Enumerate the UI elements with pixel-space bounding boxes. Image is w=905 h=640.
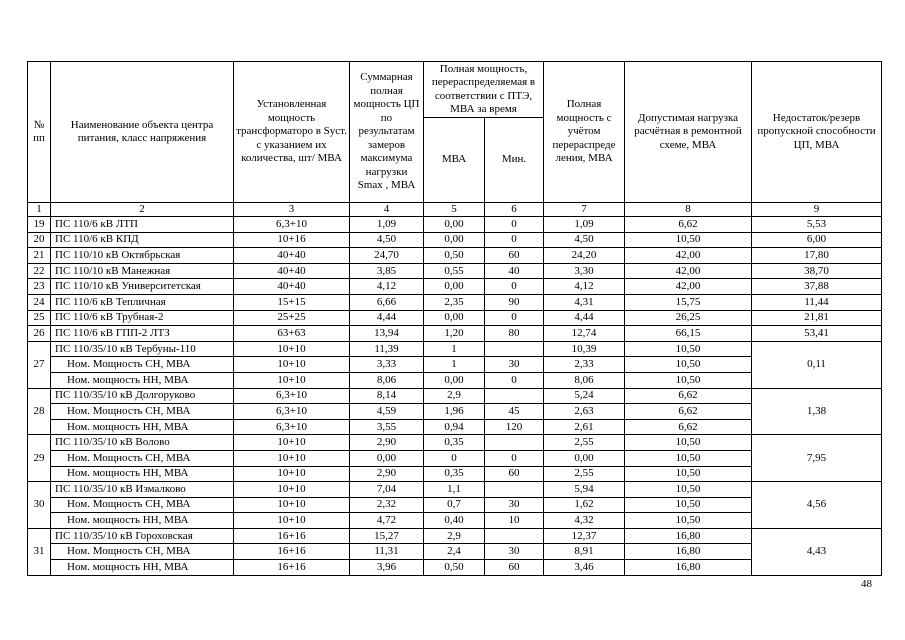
installed-power: 63+63	[234, 326, 350, 342]
redistributed-mva: 0,00	[424, 279, 485, 295]
sum-power: 3,33	[350, 357, 424, 373]
allowed-load: 16,80	[625, 560, 752, 576]
sum-power: 8,14	[350, 388, 424, 404]
redistributed-mva: 0,00	[424, 372, 485, 388]
allowed-load: 6,62	[625, 419, 752, 435]
allowed-load: 42,00	[625, 248, 752, 264]
deficit-reserve: 38,70	[752, 263, 882, 279]
header-min: Мин.	[485, 118, 544, 203]
full-power: 4,50	[544, 232, 625, 248]
installed-power: 16+16	[234, 544, 350, 560]
allowed-load: 6,62	[625, 217, 752, 233]
allowed-load: 10,50	[625, 232, 752, 248]
installed-power: 10+10	[234, 466, 350, 482]
redistributed-min: 45	[485, 404, 544, 420]
allowed-load: 16,80	[625, 528, 752, 544]
deficit-reserve: 11,44	[752, 294, 882, 310]
redistributed-mva: 0,50	[424, 560, 485, 576]
page-number: 48	[861, 578, 872, 590]
deficit-reserve: 0,11	[752, 341, 882, 388]
object-name: ПС 110/10 кВ Октябрьская	[51, 248, 234, 264]
object-name: Ном. Мощность СН, МВА	[51, 404, 234, 420]
redistributed-mva: 0,7	[424, 497, 485, 513]
header-installed: Установленная мощность трансформаторо в Sуст. с указанием их количества, шт/ МВА	[234, 62, 350, 203]
redistributed-min: 0	[485, 232, 544, 248]
header-redistributed: Полная мощность, перераспределяемая в соответствии с ПТЭ, МВА за время	[424, 62, 544, 118]
object-name: Ном. мощность НН, МВА	[51, 372, 234, 388]
redistributed-min: 40	[485, 263, 544, 279]
redistributed-mva: 1,1	[424, 482, 485, 498]
row-number: 26	[28, 326, 51, 342]
redistributed-min	[485, 435, 544, 451]
redistributed-min: 0	[485, 450, 544, 466]
installed-power: 10+10	[234, 341, 350, 357]
sum-power: 2,90	[350, 435, 424, 451]
redistributed-min: 120	[485, 419, 544, 435]
column-number: 1	[28, 203, 51, 217]
table-row	[28, 482, 882, 498]
allowed-load: 10,50	[625, 435, 752, 451]
row-number: 22	[28, 263, 51, 279]
header-sum-power: Суммарная полная мощность ЦП по результатам замеров максимума нагрузки Smax , МВА	[350, 62, 424, 203]
redistributed-min: 60	[485, 560, 544, 576]
sum-power: 4,50	[350, 232, 424, 248]
allowed-load: 10,50	[625, 357, 752, 373]
redistributed-mva: 2,35	[424, 294, 485, 310]
full-power: 2,61	[544, 419, 625, 435]
column-number: 4	[350, 203, 424, 217]
redistributed-min: 0	[485, 279, 544, 295]
allowed-load: 10,50	[625, 513, 752, 529]
deficit-reserve: 7,95	[752, 435, 882, 482]
deficit-reserve: 37,88	[752, 279, 882, 295]
redistributed-min	[485, 482, 544, 498]
allowed-load: 10,50	[625, 466, 752, 482]
sum-power: 11,31	[350, 544, 424, 560]
redistributed-min: 0	[485, 310, 544, 326]
object-name: ПС 110/6 кВ Трубная-2	[51, 310, 234, 326]
full-power: 24,20	[544, 248, 625, 264]
redistributed-min	[485, 341, 544, 357]
sum-power: 4,12	[350, 279, 424, 295]
table-row	[28, 217, 882, 233]
deficit-reserve: 17,80	[752, 248, 882, 264]
full-power: 8,06	[544, 372, 625, 388]
redistributed-min: 60	[485, 248, 544, 264]
redistributed-mva: 0,35	[424, 435, 485, 451]
full-power: 1,09	[544, 217, 625, 233]
full-power: 3,46	[544, 560, 625, 576]
object-name: Ном. мощность НН, МВА	[51, 466, 234, 482]
header-deficit: Недостаток/резерв пропускной способности ЦП, МВА	[752, 62, 882, 203]
installed-power: 16+16	[234, 528, 350, 544]
object-name: Ном. мощность НН, МВА	[51, 419, 234, 435]
full-power: 4,44	[544, 310, 625, 326]
redistributed-min: 30	[485, 497, 544, 513]
header-allowed: Допустимая нагрузка расчётная в ремонтной схеме, МВА	[625, 62, 752, 203]
allowed-load: 26,25	[625, 310, 752, 326]
installed-power: 40+40	[234, 263, 350, 279]
object-name: Ном. мощность НН, МВА	[51, 560, 234, 576]
installed-power: 10+10	[234, 482, 350, 498]
redistributed-min: 30	[485, 357, 544, 373]
full-power: 10,39	[544, 341, 625, 357]
redistributed-mva: 2,4	[424, 544, 485, 560]
allowed-load: 10,50	[625, 372, 752, 388]
sum-power: 4,72	[350, 513, 424, 529]
sum-power: 3,85	[350, 263, 424, 279]
column-number: 9	[752, 203, 882, 217]
full-power: 4,12	[544, 279, 625, 295]
installed-power: 6,3+10	[234, 404, 350, 420]
table-row	[28, 341, 882, 357]
allowed-load: 15,75	[625, 294, 752, 310]
sum-power: 1,09	[350, 217, 424, 233]
redistributed-mva: 1,20	[424, 326, 485, 342]
installed-power: 16+16	[234, 560, 350, 576]
table-row	[28, 279, 882, 295]
object-name: ПС 110/6 кВ ЛТП	[51, 217, 234, 233]
object-name: ПС 110/6 кВ ГПП-2 ЛТЗ	[51, 326, 234, 342]
allowed-load: 42,00	[625, 279, 752, 295]
redistributed-min: 30	[485, 544, 544, 560]
column-number: 7	[544, 203, 625, 217]
redistributed-min: 60	[485, 466, 544, 482]
table-row	[28, 326, 882, 342]
full-power: 2,63	[544, 404, 625, 420]
allowed-load: 10,50	[625, 497, 752, 513]
column-number: 2	[51, 203, 234, 217]
redistributed-mva: 0,50	[424, 248, 485, 264]
column-number: 5	[424, 203, 485, 217]
redistributed-min	[485, 388, 544, 404]
deficit-reserve: 4,56	[752, 482, 882, 529]
table-row	[28, 232, 882, 248]
sum-power: 4,59	[350, 404, 424, 420]
row-number: 28	[28, 388, 51, 435]
redistributed-min: 80	[485, 326, 544, 342]
sum-power: 8,06	[350, 372, 424, 388]
sum-power: 11,39	[350, 341, 424, 357]
deficit-reserve: 6,00	[752, 232, 882, 248]
full-power: 4,32	[544, 513, 625, 529]
redistributed-mva: 0,00	[424, 310, 485, 326]
sum-power: 2,32	[350, 497, 424, 513]
sum-power: 24,70	[350, 248, 424, 264]
installed-power: 10+10	[234, 357, 350, 373]
full-power: 5,24	[544, 388, 625, 404]
redistributed-mva: 0,00	[424, 217, 485, 233]
sum-power: 4,44	[350, 310, 424, 326]
installed-power: 10+16	[234, 232, 350, 248]
installed-power: 10+10	[234, 497, 350, 513]
redistributed-min	[485, 528, 544, 544]
deficit-reserve: 1,38	[752, 388, 882, 435]
redistributed-mva: 0,40	[424, 513, 485, 529]
installed-power: 10+10	[234, 372, 350, 388]
object-name: ПС 110/35/10 кВ Тербуны-110	[51, 341, 234, 357]
installed-power: 25+25	[234, 310, 350, 326]
row-number: 29	[28, 435, 51, 482]
allowed-load: 66,15	[625, 326, 752, 342]
column-number: 3	[234, 203, 350, 217]
object-name: ПС 110/35/10 кВ Гороховская	[51, 528, 234, 544]
allowed-load: 10,50	[625, 341, 752, 357]
table-row	[28, 263, 882, 279]
installed-power: 40+40	[234, 248, 350, 264]
allowed-load: 6,62	[625, 388, 752, 404]
allowed-load: 10,50	[625, 450, 752, 466]
full-power: 5,94	[544, 482, 625, 498]
redistributed-mva: 0,55	[424, 263, 485, 279]
row-number: 20	[28, 232, 51, 248]
row-number: 21	[28, 248, 51, 264]
full-power: 2,33	[544, 357, 625, 373]
sum-power: 0,00	[350, 450, 424, 466]
full-power: 2,55	[544, 435, 625, 451]
object-name: Ном. мощность НН, МВА	[51, 513, 234, 529]
column-number: 8	[625, 203, 752, 217]
installed-power: 6,3+10	[234, 419, 350, 435]
redistributed-mva: 0,94	[424, 419, 485, 435]
sum-power: 3,55	[350, 419, 424, 435]
table-row	[28, 294, 882, 310]
redistributed-mva: 2,9	[424, 528, 485, 544]
object-name: ПС 110/35/10 кВ Долгоруково	[51, 388, 234, 404]
row-number: 27	[28, 341, 51, 388]
installed-power: 10+10	[234, 513, 350, 529]
allowed-load: 6,62	[625, 404, 752, 420]
allowed-load: 16,80	[625, 544, 752, 560]
object-name: Ном. Мощность СН, МВА	[51, 497, 234, 513]
sum-power: 13,94	[350, 326, 424, 342]
table-row	[28, 310, 882, 326]
installed-power: 10+10	[234, 450, 350, 466]
redistributed-min: 0	[485, 217, 544, 233]
deficit-reserve: 4,43	[752, 528, 882, 575]
redistributed-mva: 1	[424, 357, 485, 373]
full-power: 12,74	[544, 326, 625, 342]
capacity-table	[27, 61, 882, 576]
row-number: 31	[28, 528, 51, 575]
redistributed-min: 90	[485, 294, 544, 310]
sum-power: 7,04	[350, 482, 424, 498]
installed-power: 40+40	[234, 279, 350, 295]
redistributed-mva: 1,96	[424, 404, 485, 420]
object-name: ПС 110/6 кВ Тепличная	[51, 294, 234, 310]
deficit-reserve: 21,81	[752, 310, 882, 326]
sum-power: 15,27	[350, 528, 424, 544]
redistributed-mva: 0,35	[424, 466, 485, 482]
deficit-reserve: 53,41	[752, 326, 882, 342]
table-row	[28, 435, 882, 451]
row-number: 19	[28, 217, 51, 233]
redistributed-mva: 0,00	[424, 232, 485, 248]
installed-power: 6,3+10	[234, 217, 350, 233]
object-name: ПС 110/10 кВ Манежная	[51, 263, 234, 279]
full-power: 2,55	[544, 466, 625, 482]
row-number: 23	[28, 279, 51, 295]
row-number: 24	[28, 294, 51, 310]
redistributed-mva: 0	[424, 450, 485, 466]
object-name: ПС 110/10 кВ Университетская	[51, 279, 234, 295]
row-number: 25	[28, 310, 51, 326]
redistributed-min: 0	[485, 372, 544, 388]
full-power: 4,31	[544, 294, 625, 310]
object-name: Ном. Мощность СН, МВА	[51, 544, 234, 560]
table-row	[28, 388, 882, 404]
object-name: ПС 110/35/10 кВ Измалково	[51, 482, 234, 498]
header-full-power: Полная мощность с учётом перераспреде ления, МВА	[544, 62, 625, 203]
object-name: ПС 110/35/10 кВ Волово	[51, 435, 234, 451]
allowed-load: 10,50	[625, 482, 752, 498]
deficit-reserve: 5,53	[752, 217, 882, 233]
installed-power: 15+15	[234, 294, 350, 310]
allowed-load: 42,00	[625, 263, 752, 279]
installed-power: 10+10	[234, 435, 350, 451]
redistributed-mva: 1	[424, 341, 485, 357]
table-row	[28, 248, 882, 264]
object-name: ПС 110/6 кВ КПД	[51, 232, 234, 248]
sum-power: 2,90	[350, 466, 424, 482]
full-power: 1,62	[544, 497, 625, 513]
full-power: 0,00	[544, 450, 625, 466]
sum-power: 3,96	[350, 560, 424, 576]
row-number: 30	[28, 482, 51, 529]
object-name: Ном. Мощность СН, МВА	[51, 357, 234, 373]
table-row	[28, 528, 882, 544]
full-power: 3,30	[544, 263, 625, 279]
full-power: 8,91	[544, 544, 625, 560]
header-mva: МВА	[424, 118, 485, 203]
header-num: № пп	[28, 62, 51, 203]
redistributed-mva: 2,9	[424, 388, 485, 404]
object-name: Ном. Мощность СН, МВА	[51, 450, 234, 466]
sum-power: 6,66	[350, 294, 424, 310]
table-body	[28, 217, 882, 576]
header-name: Наименование объекта центра питания, класс напряжения	[51, 62, 234, 203]
full-power: 12,37	[544, 528, 625, 544]
column-number: 6	[485, 203, 544, 217]
installed-power: 6,3+10	[234, 388, 350, 404]
redistributed-min: 10	[485, 513, 544, 529]
